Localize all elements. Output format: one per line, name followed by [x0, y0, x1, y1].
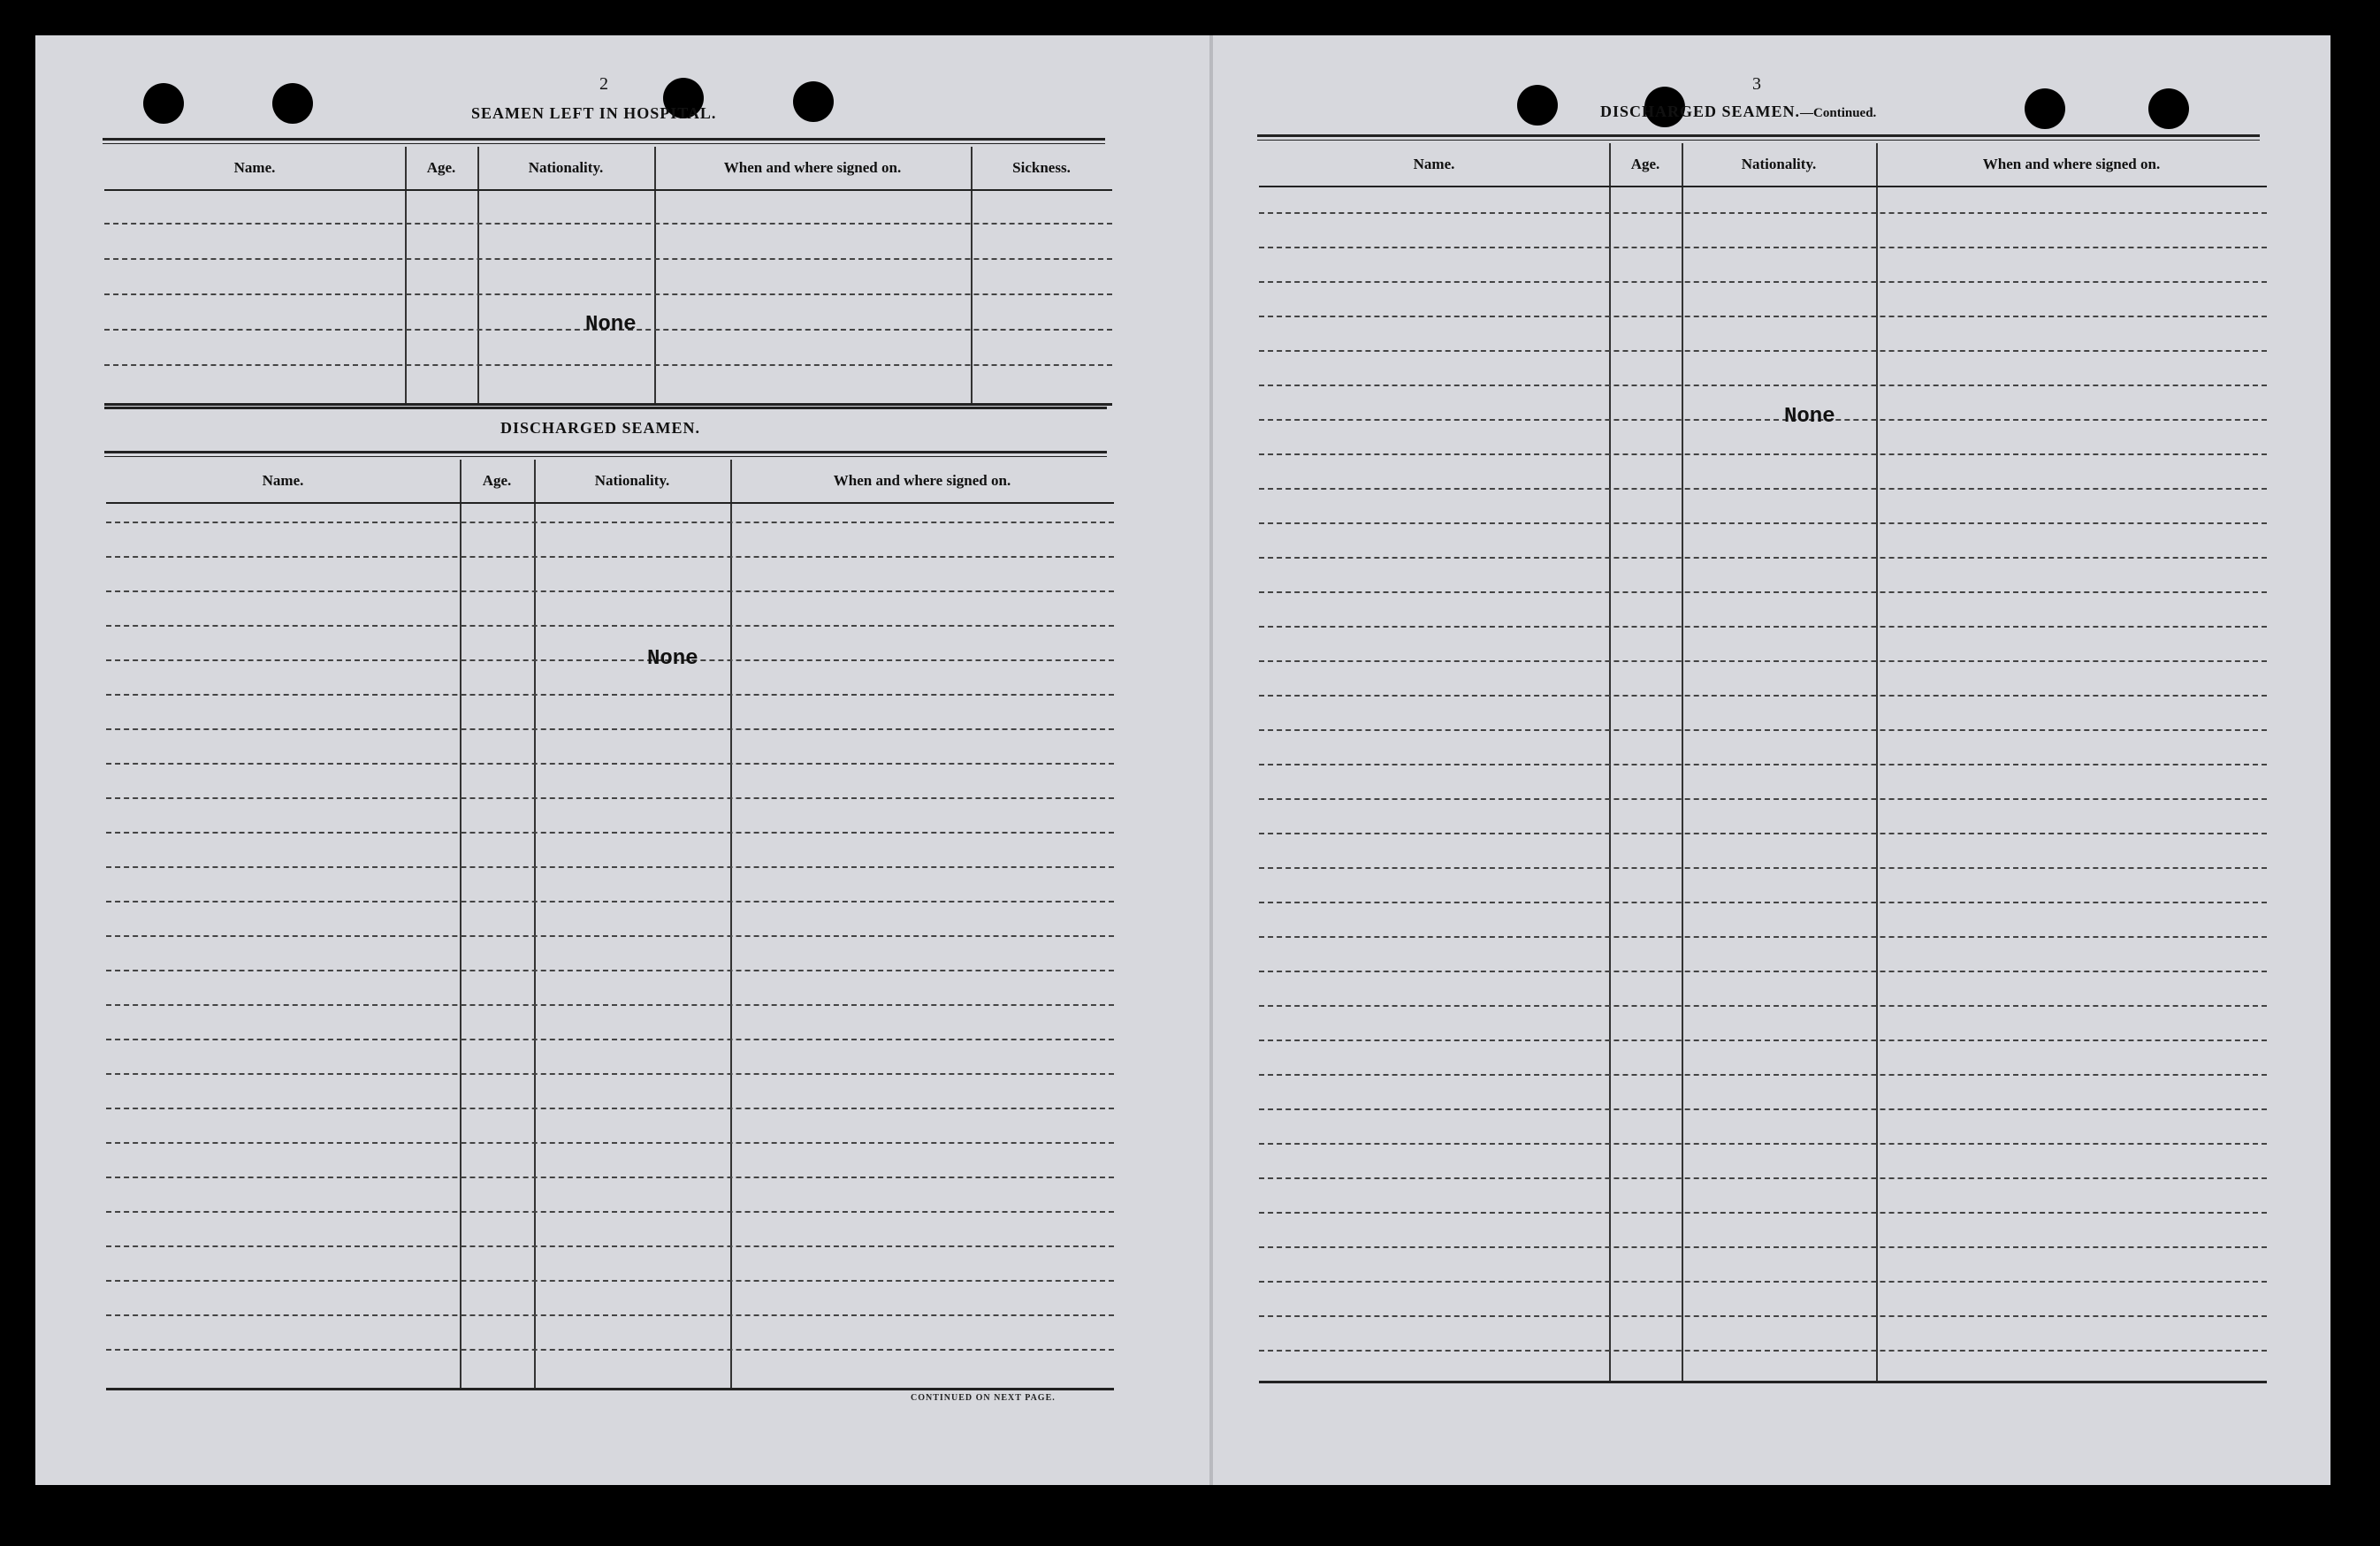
- table-row: [1259, 316, 2267, 317]
- table-row: [106, 1349, 1114, 1351]
- column-header: Age.: [1630, 156, 1660, 172]
- table-row: [1259, 212, 2267, 214]
- table-row: [106, 556, 1114, 558]
- table-row: [106, 797, 1114, 799]
- table-row: [1259, 1108, 2267, 1110]
- table-row: [1259, 1040, 2267, 1041]
- column-divider: [1609, 143, 1611, 1381]
- table-row: [1259, 1074, 2267, 1076]
- table-row: [1259, 798, 2267, 800]
- punch-hole: [1517, 85, 1558, 126]
- table-row: [1259, 867, 2267, 869]
- table-row: [1259, 1246, 2267, 1248]
- table-row: [104, 258, 1112, 260]
- table-row: [1259, 695, 2267, 697]
- table-bottom-rule: [106, 1388, 1114, 1390]
- discharged-continued-title: [1600, 103, 1876, 121]
- column-header: Name.: [1413, 156, 1455, 172]
- top-rule: [104, 451, 1107, 453]
- table-row: [106, 1245, 1114, 1247]
- hospital-none-entry: None: [585, 313, 637, 337]
- table-row: [1259, 729, 2267, 731]
- column-header: Nationality.: [528, 159, 604, 176]
- table-row: [106, 694, 1114, 696]
- table-row: [106, 901, 1114, 902]
- table-row: [106, 1142, 1114, 1144]
- discharged-section-title: DISCHARGED SEAMEN.: [500, 419, 701, 437]
- column-header: When and where signed on.: [723, 159, 902, 176]
- column-divider: [460, 460, 462, 1388]
- table-row: [1259, 660, 2267, 662]
- column-header: Nationality.: [1741, 156, 1817, 172]
- table-row: [106, 1314, 1114, 1316]
- page-fold: [1209, 35, 1213, 1485]
- table-row: [106, 625, 1114, 627]
- table-row: [104, 364, 1112, 366]
- table-row: [1259, 522, 2267, 524]
- table-row: [1259, 350, 2267, 352]
- top-rule: [1257, 134, 2260, 137]
- page-number-right: 3: [1752, 74, 1761, 94]
- continued-label: —Continued.: [1800, 106, 1877, 120]
- table-row: [106, 970, 1114, 971]
- column-divider: [1682, 143, 1683, 1381]
- column-header: When and where signed on.: [833, 472, 1011, 489]
- table-row: [1259, 971, 2267, 972]
- table-bottom-rule: [1259, 1381, 2267, 1383]
- punch-hole: [2148, 88, 2189, 129]
- top-rule: [104, 456, 1107, 457]
- punch-hole: [272, 83, 313, 124]
- table-row: [106, 728, 1114, 730]
- table-row: [106, 1039, 1114, 1040]
- punch-hole: [2025, 88, 2065, 129]
- table-row: [106, 659, 1114, 661]
- column-divider: [730, 460, 732, 1388]
- table-row: [106, 590, 1114, 592]
- table-row: [1259, 1212, 2267, 1214]
- table-row: [106, 935, 1114, 937]
- discharged-continued-none-entry: None: [1784, 405, 1835, 429]
- table-row: [1259, 936, 2267, 938]
- table-row: [1259, 1143, 2267, 1145]
- table-row: [106, 1108, 1114, 1109]
- table-row: [1259, 453, 2267, 455]
- table-row: [1259, 385, 2267, 386]
- top-rule: [103, 143, 1105, 144]
- table-row: [1259, 1177, 2267, 1179]
- table-row: [106, 1177, 1114, 1178]
- punch-hole: [793, 81, 834, 122]
- table-row: [1259, 419, 2267, 421]
- table-row: [104, 223, 1112, 225]
- table-bottom-rule: [104, 403, 1112, 406]
- column-header: Age.: [426, 159, 456, 176]
- column-header: Name.: [262, 472, 304, 489]
- table-row: [1259, 764, 2267, 765]
- table-row: [1259, 1281, 2267, 1283]
- top-rule: [1257, 140, 2260, 141]
- column-header: Nationality.: [594, 472, 670, 489]
- header-underline: [106, 502, 1114, 504]
- section-rule: [104, 407, 1107, 409]
- discharged-continued-table: [1259, 143, 2267, 1381]
- hospital-section-title: SEAMEN LEFT IN HOSPITAL.: [471, 104, 717, 122]
- table-row: [1259, 281, 2267, 283]
- table-row: [1259, 1005, 2267, 1007]
- discharged-table: [106, 460, 1114, 1388]
- table-row: [1259, 626, 2267, 628]
- page-number-left: 2: [599, 74, 608, 94]
- hospital-table: [104, 147, 1112, 403]
- punch-hole: [143, 83, 184, 124]
- column-divider: [534, 460, 536, 1388]
- table-row: [106, 763, 1114, 765]
- table-row: [106, 1280, 1114, 1282]
- column-divider: [1876, 143, 1878, 1381]
- table-row: [106, 1004, 1114, 1006]
- table-row: [106, 1073, 1114, 1075]
- table-row: [1259, 591, 2267, 593]
- table-row: [1259, 902, 2267, 903]
- table-row: [106, 832, 1114, 834]
- discharged-none-entry: None: [647, 647, 698, 671]
- table-row: [106, 1211, 1114, 1213]
- table-row: [1259, 1350, 2267, 1352]
- table-row: [104, 293, 1112, 295]
- column-header: Name.: [233, 159, 276, 176]
- continued-note: CONTINUED ON NEXT PAGE.: [911, 1393, 1056, 1403]
- column-header: Age.: [482, 472, 512, 489]
- table-row: [106, 866, 1114, 868]
- table-row: [1259, 247, 2267, 248]
- table-row: [1259, 833, 2267, 834]
- table-row: [1259, 488, 2267, 490]
- table-row: [1259, 557, 2267, 559]
- header-underline: [1259, 186, 2267, 187]
- top-rule: [103, 138, 1105, 141]
- header-underline: [104, 189, 1112, 191]
- table-row: [1259, 1315, 2267, 1317]
- discharged-continued-title-text: DISCHARGED SEAMEN.: [1600, 103, 1801, 120]
- table-row: [106, 522, 1114, 523]
- column-header: Sickness.: [1012, 159, 1071, 176]
- column-header: When and where signed on.: [1982, 156, 2161, 172]
